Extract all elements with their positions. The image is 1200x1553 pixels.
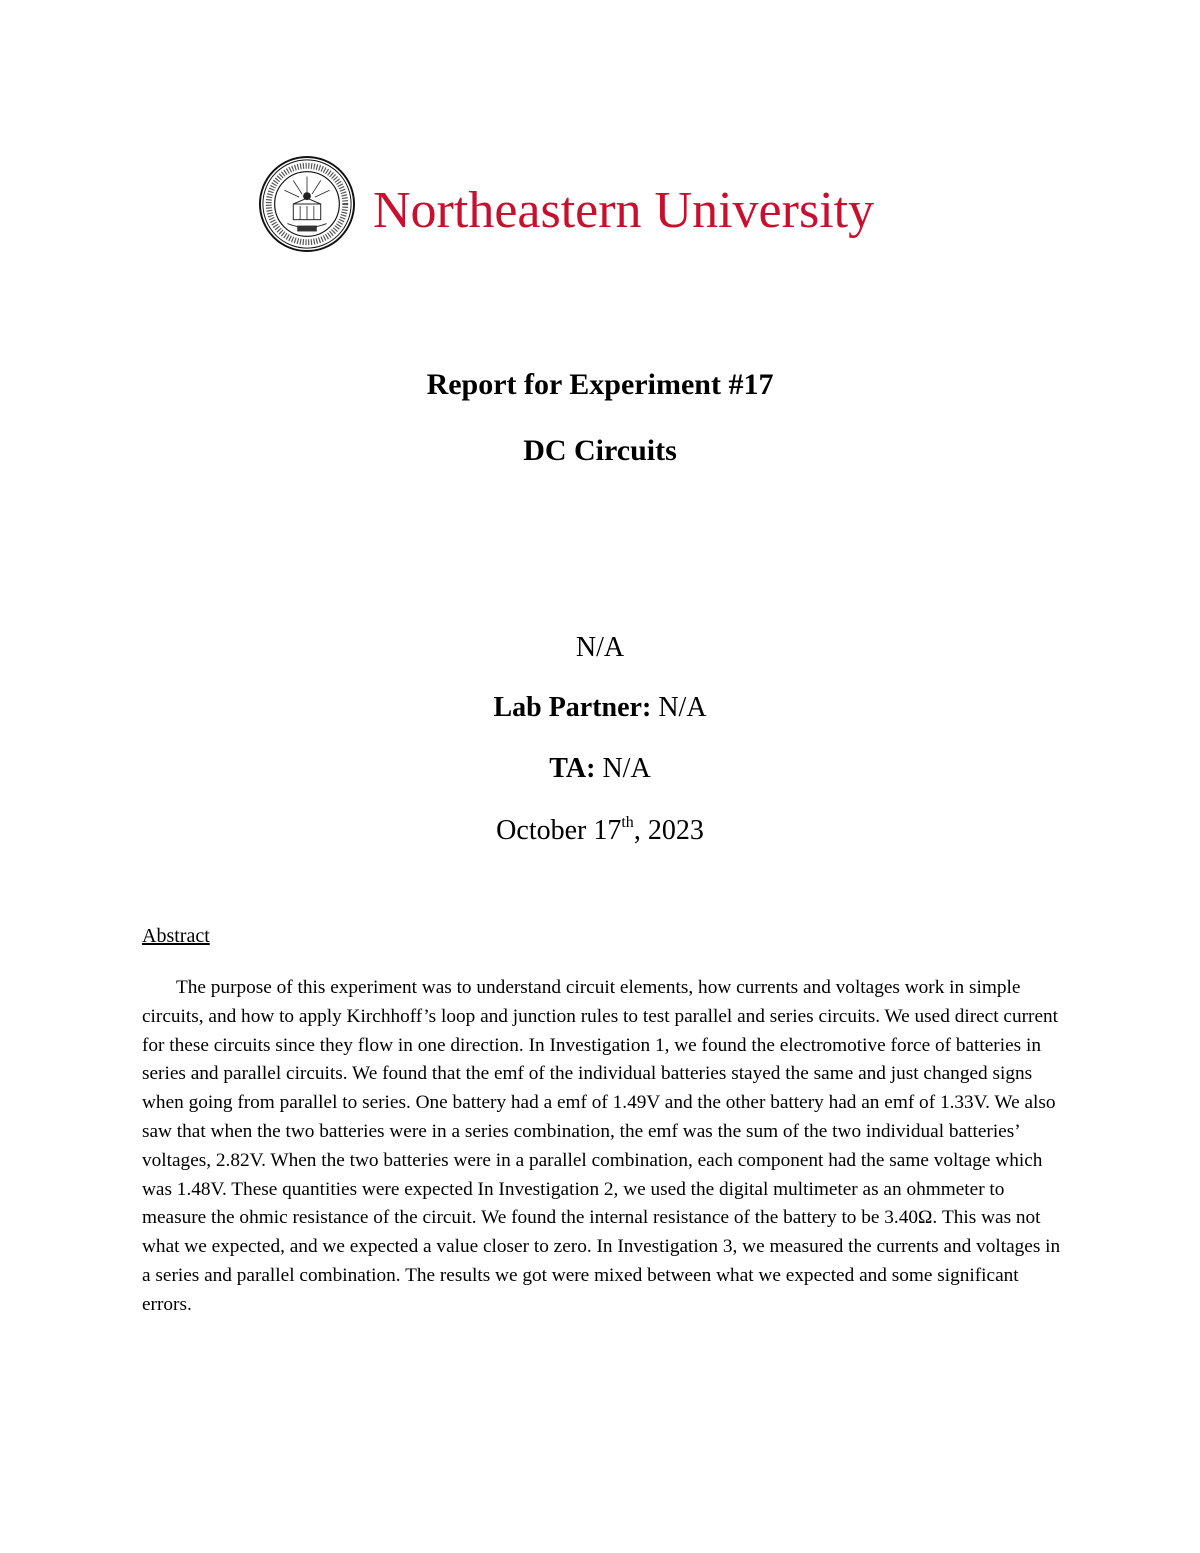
date-rest: , 2023	[633, 815, 704, 846]
lab-partner-value: N/A	[658, 692, 707, 723]
date-prefix: October 17	[496, 815, 622, 846]
abstract-body: The purpose of this experiment was to understand circuit elements, how currents and voltages work in simple circuits, and how to apply Kirchhoff’s loop and junction rules to test parallel and series circuits. We used direct current for these circuits since they flow in one direction. In Investigation 1, we found the electromotive force of batteries in series and parallel circuits. We found that the emf of the individual batteries stayed the same and just changed signs when going from parallel to series. One battery had a emf of 1.49V and the other battery had an emf of 1.33V. We also saw that when the two batteries were in a series combination, the emf was the sum of the two individual batteries’ voltages, 2.82V. When the two batteries were in a parallel combination, each component had the same voltage which was 1.48V. These quantities were expected In Investigation 2, we used the digital multimeter as an ohmmeter to measure the ohmic resistance of the circuit. We found the internal resistance of the battery to be 3.40Ω. This was not what we expected, and we expected a value closer to zero. In Investigation 3, we measured the currents and voltages in a series and parallel combination. The results we got were mixed between what we expected and some significant errors.	[142, 977, 1061, 1315]
author-name: N/A	[575, 632, 625, 663]
ta-label: TA:	[549, 753, 596, 784]
ta-value: N/A	[602, 753, 651, 784]
lab-partner-line	[0, 692, 1200, 724]
report-subtitle: DC Circuits	[523, 434, 677, 467]
date-ordinal-suffix: th	[621, 814, 634, 831]
report-date	[0, 815, 1200, 847]
university-logo	[258, 155, 958, 265]
lab-partner-label: Lab Partner:	[493, 692, 652, 723]
university-seal-icon	[258, 155, 356, 253]
abstract-heading: Abstract	[142, 925, 210, 947]
university-wordmark: Northeastern University	[373, 182, 875, 239]
ta-line	[0, 753, 1200, 785]
report-title: Report for Experiment #17	[426, 368, 774, 401]
